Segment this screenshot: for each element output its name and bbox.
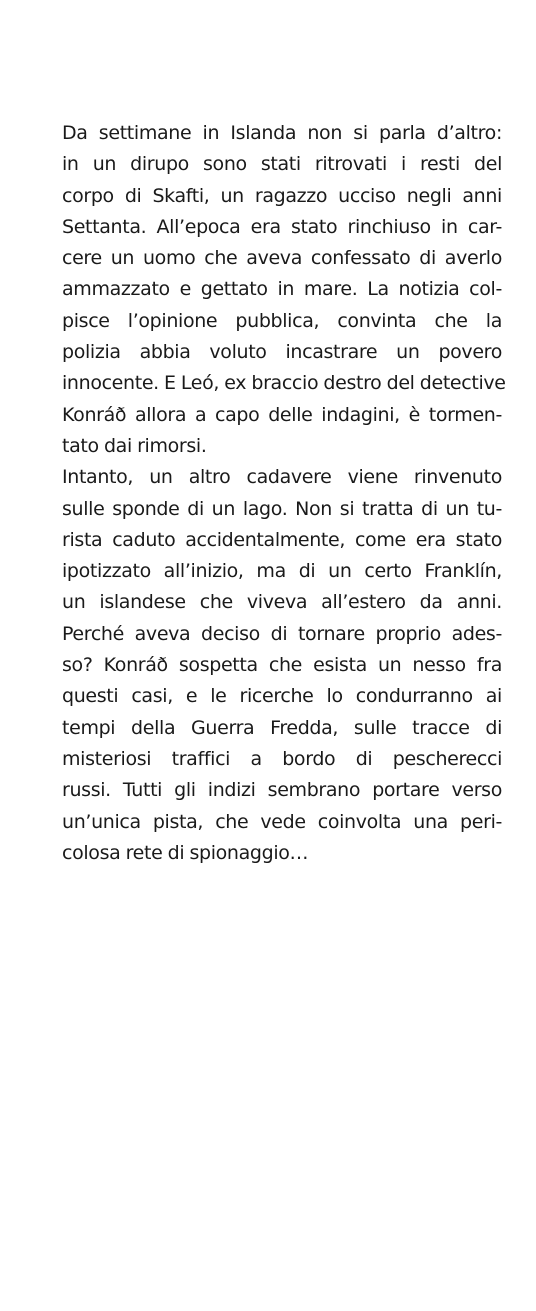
blurb-line: polizia abbia voluto incastrare un povero [62, 341, 502, 364]
blurb-line: corpo di Skafti, un ragazzo ucciso negli anni [62, 184, 502, 207]
book-blurb [62, 118, 506, 869]
blurb-paragraph-2 [62, 462, 502, 869]
blurb-line: in un dirupo sono stati ritrovati i resti del [62, 153, 502, 176]
blurb-line: russi. Tutti gli indizi sembrano portare verso [62, 779, 502, 802]
blurb-line: pisce l’opinione pubblica, convinta che la [62, 309, 502, 332]
blurb-line: questi casi, e le ricerche lo condurranno ai [62, 685, 502, 708]
blurb-line: Intanto, un altro cadavere viene rinvenuto [62, 466, 502, 489]
blurb-line: colosa rete di spionaggio… [62, 841, 309, 864]
blurb-line: tato dai rimorsi. [62, 434, 207, 457]
blurb-line: Da settimane in Islanda non si parla d’altro: [62, 122, 502, 144]
blurb-line: misteriosi traffici a bordo di pescherecci [62, 747, 502, 770]
blurb-line: un islandese che viveva all’estero da anni. [62, 591, 502, 614]
blurb-paragraph-1 [62, 118, 506, 462]
blurb-line: sulle sponde di un lago. Non si tratta di un tu- [62, 497, 502, 520]
blurb-line: cere un uomo che aveva confessato di averlo [62, 247, 502, 270]
blurb-line: tempi della Guerra Fredda, sulle tracce di [62, 716, 502, 739]
blurb-line: Konráð allora a capo delle indagini, è tormen- [62, 403, 502, 426]
blurb-line: so? Konráð sospetta che esista un nesso fra [62, 654, 502, 677]
blurb-line: Settanta. All’epoca era stato rinchiuso in car- [62, 215, 502, 238]
blurb-line: innocente. E Leó, ex braccio destro del detective [62, 372, 506, 395]
blurb-line: ipotizzato all’inizio, ma di un certo Franklín, [62, 560, 502, 583]
blurb-line: rista caduto accidentalmente, come era stato [62, 528, 502, 551]
blurb-line: Perché aveva deciso di tornare proprio ades- [62, 622, 502, 645]
blurb-line: ammazzato e gettato in mare. La notizia col- [62, 278, 502, 301]
blurb-line: un’unica pista, che vede coinvolta una peri- [62, 810, 502, 833]
